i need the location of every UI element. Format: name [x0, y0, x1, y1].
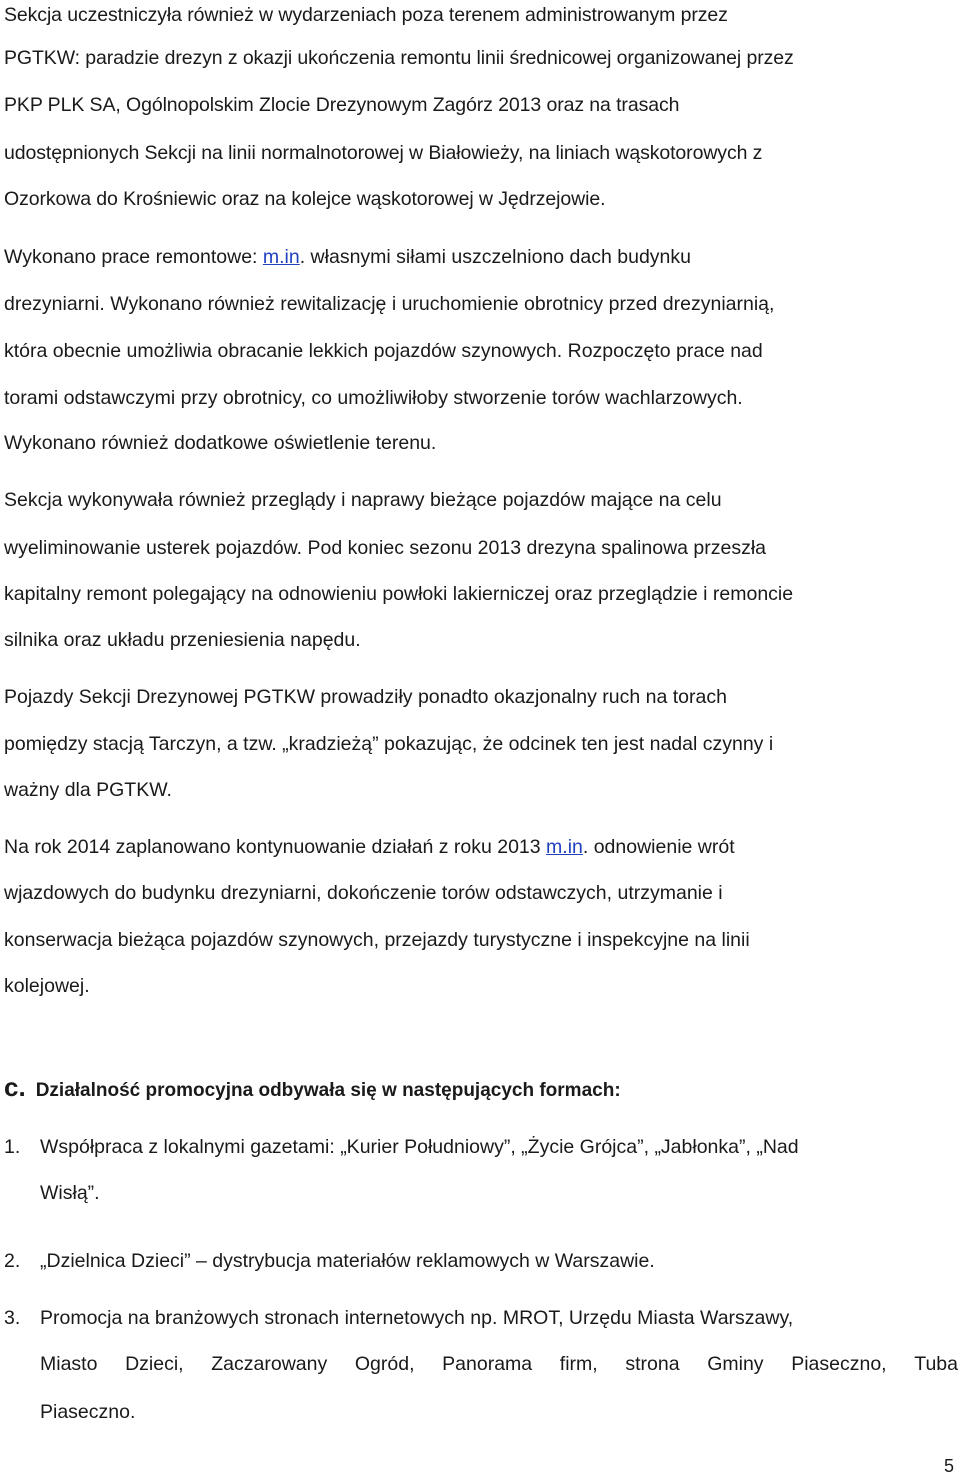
word: Gminy — [707, 1353, 764, 1375]
justified-line — [40, 1352, 958, 1376]
word: Panorama — [442, 1353, 533, 1375]
text-line: silnika oraz układu przeniesienia napędu. — [4, 629, 361, 651]
section-title: Działalność promocyjna odbywała się w następujących formach: — [35, 1080, 621, 1101]
text-line: PGTKW: paradzie drezyn z okazji ukończenia remontu linii średnicowej organizowanej przez — [4, 47, 794, 69]
text-line: konserwacja bieżąca pojazdów szynowych, przejazdy turystyczne i inspekcyjne na linii — [4, 929, 750, 951]
word: Piaseczno, — [791, 1353, 887, 1375]
word: strona — [625, 1353, 680, 1375]
text-line — [4, 245, 691, 269]
word: Zaczarowany — [211, 1353, 328, 1375]
list-item-text: Współpraca z lokalnymi gazetami: „Kurier Południowy”, „Życie Grójca”, „Jabłonka”, „Nad — [40, 1136, 799, 1158]
list-number: 2. — [4, 1250, 21, 1272]
word: Miasto — [40, 1353, 98, 1375]
text-line: udostępnionych Sekcji na linii normalnotorowej w Białowieży, na liniach wąskotorowych z — [4, 142, 763, 164]
word: firm, — [559, 1353, 598, 1375]
text-line: drezyniarni. Wykonano również rewitalizację i uruchomienie obrotnicy przed drezyniarnią, — [4, 293, 775, 315]
list-number: 3. — [4, 1307, 21, 1329]
list-item-text: Wisłą”. — [40, 1182, 100, 1204]
text-line: Sekcja wykonywała również przeglądy i naprawy bieżące pojazdów mające na celu — [4, 489, 722, 511]
text-line: Wykonano również dodatkowe oświetlenie terenu. — [4, 432, 437, 454]
inline-link[interactable]: m.in — [262, 246, 300, 268]
text-line: ważny dla PGTKW. — [4, 779, 172, 801]
word: Ogród, — [354, 1353, 415, 1375]
text-line: PKP PLK SA, Ogólnopolskim Zlocie Drezynowym Zagórz 2013 oraz na trasach — [4, 94, 680, 116]
text-line: kolejowej. — [4, 975, 90, 997]
text-line: pomiędzy stacją Tarczyn, a tzw. „kradzieżą” pokazując, że odcinek ten jest nadal czynny i — [4, 733, 774, 755]
list-item-text: „Dzielnica Dzieci” – dystrybucja materiałów reklamowych w Warszawie. — [40, 1250, 655, 1272]
inline-link[interactable]: m.in — [546, 836, 583, 858]
section-heading — [4, 1073, 621, 1105]
list-item-text: Piaseczno. — [40, 1401, 136, 1423]
text-span: Wykonano prace remontowe: — [4, 246, 263, 268]
text-line: wjazdowych do budynku drezyniarni, dokończenie torów odstawczych, utrzymanie i — [4, 882, 723, 904]
text-line: która obecnie umożliwia obracanie lekkich pojazdów szynowych. Rozpoczęto prace nad — [4, 340, 763, 362]
text-line: torami odstawczymi przy obrotnicy, co umożliwiłoby stworzenie torów wachlarzowych. — [4, 387, 743, 409]
text-line: kapitalny remont polegający na odnowieniu powłoki lakierniczej oraz przeglądzie i remoncie — [4, 583, 794, 605]
text-line: Ozorkowa do Krośniewic oraz na kolejce wąskotorowej w Jędrzejowie. — [4, 188, 606, 210]
page-number: 5 — [943, 1456, 954, 1476]
text-line: Sekcja uczestniczyła również w wydarzeniach poza terenem administrowanym przez — [4, 4, 728, 26]
word: Dzieci, — [125, 1353, 184, 1375]
list-item-text: Promocja na branżowych stronach internetowych np. MROT, Urzędu Miasta Warszawy, — [40, 1307, 794, 1329]
word: Tuba — [914, 1353, 958, 1375]
text-span: . własnymi siłami uszczelniono dach budynku — [299, 246, 691, 268]
section-letter: c. — [4, 1072, 26, 1102]
text-span: Na rok 2014 zaplanowano kontynuowanie działań z roku 2013 — [4, 836, 547, 858]
text-line — [4, 835, 735, 859]
list-number: 1. — [4, 1136, 21, 1158]
text-line: Pojazdy Sekcji Drezynowej PGTKW prowadziły ponadto okazjonalny ruch na torach — [4, 686, 727, 708]
text-line: wyeliminowanie usterek pojazdów. Pod koniec sezonu 2013 drezyna spalinowa przeszła — [4, 537, 767, 559]
text-span: . odnowienie wrót — [582, 836, 735, 858]
